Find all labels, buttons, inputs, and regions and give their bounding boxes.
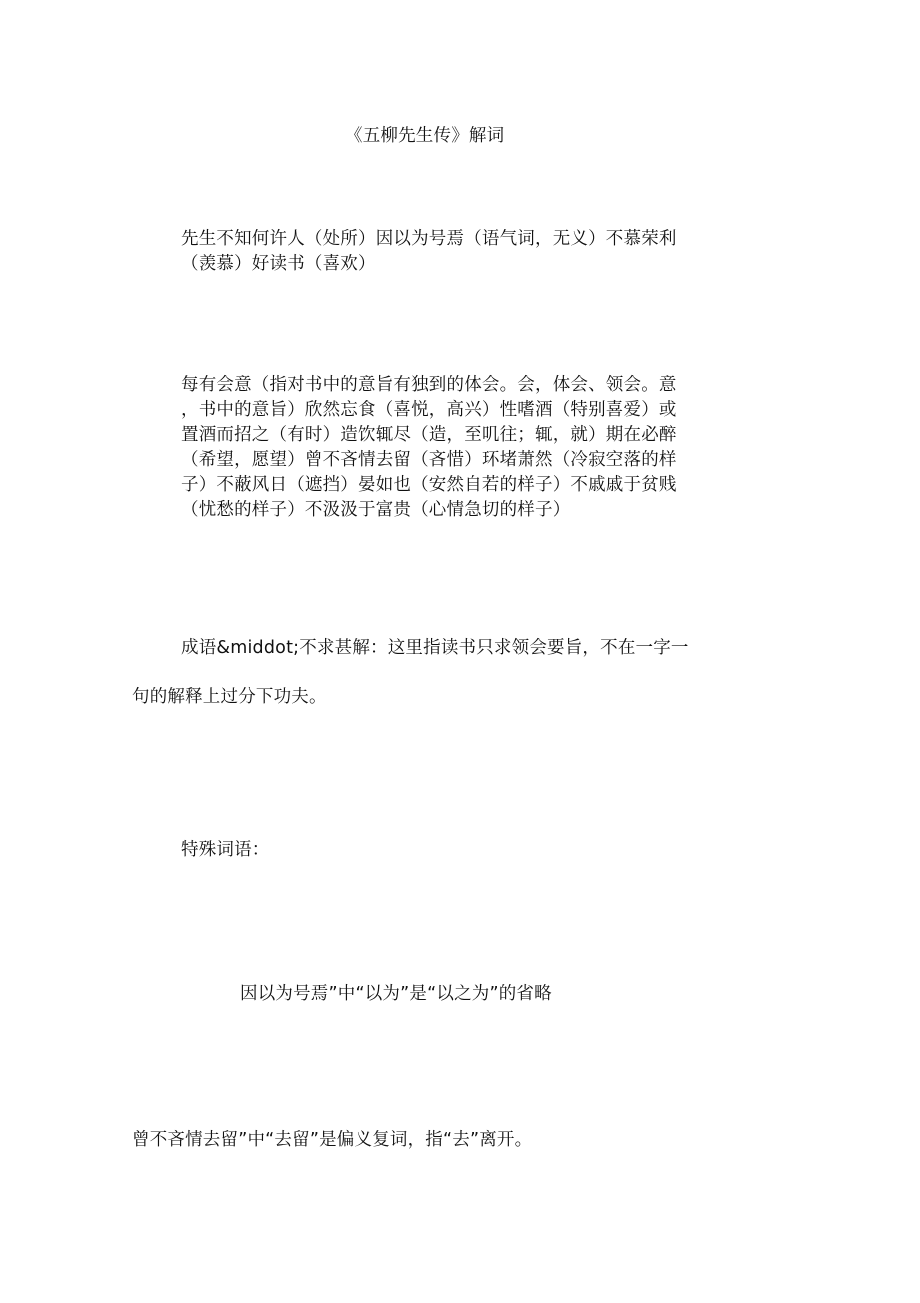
paragraph-1-line-1: 先生不知何许人（处所）因以为号焉（语气词，无义）不慕荣利 [181, 229, 677, 249]
paragraph-2-line-5: 子）不蔽风日（遮挡）晏如也（安然自若的样子）不戚戚于贫贱 [181, 475, 677, 495]
paragraph-1-line-2: （羡慕）好读书（喜欢） [181, 254, 376, 274]
idiom-paragraph-line-1: 成语&middot;不求甚解：这里指读书只求领会要旨，不在一字一 [181, 638, 689, 658]
paragraph-2-line-2: ，书中的意旨）欣然忘食（喜悦，高兴）性嗜酒（特别喜爱）或 [181, 400, 677, 420]
paragraph-2-line-4: （希望，愿望）曾不吝情去留（吝惜）环堵萧然（冷寂空落的样 [181, 450, 677, 470]
special-words-heading: 特殊词语： [181, 840, 270, 860]
paragraph-2-line-1: 每有会意（指对书中的意旨有独到的体会。会，体会、领会。意 [181, 375, 677, 395]
paragraph-2-line-6: （忧愁的样子）不汲汲于富贵（心情急切的样子） [181, 500, 571, 520]
special-word-item-1: 因以为号焉”中“以为”是“以之为”的省略 [240, 984, 552, 1004]
document-title: 《五柳先生传》解词 [345, 126, 505, 146]
special-word-item-2: 曾不吝情去留”中“去留”是偏义复词，指“去”离开。 [132, 1130, 533, 1150]
idiom-paragraph-line-2: 句的解释上过分下功夫。 [132, 687, 327, 707]
paragraph-2-line-3: 置酒而招之（有时）造饮辄尽（造，至叽往；辄，就）期在必醉 [181, 425, 677, 445]
